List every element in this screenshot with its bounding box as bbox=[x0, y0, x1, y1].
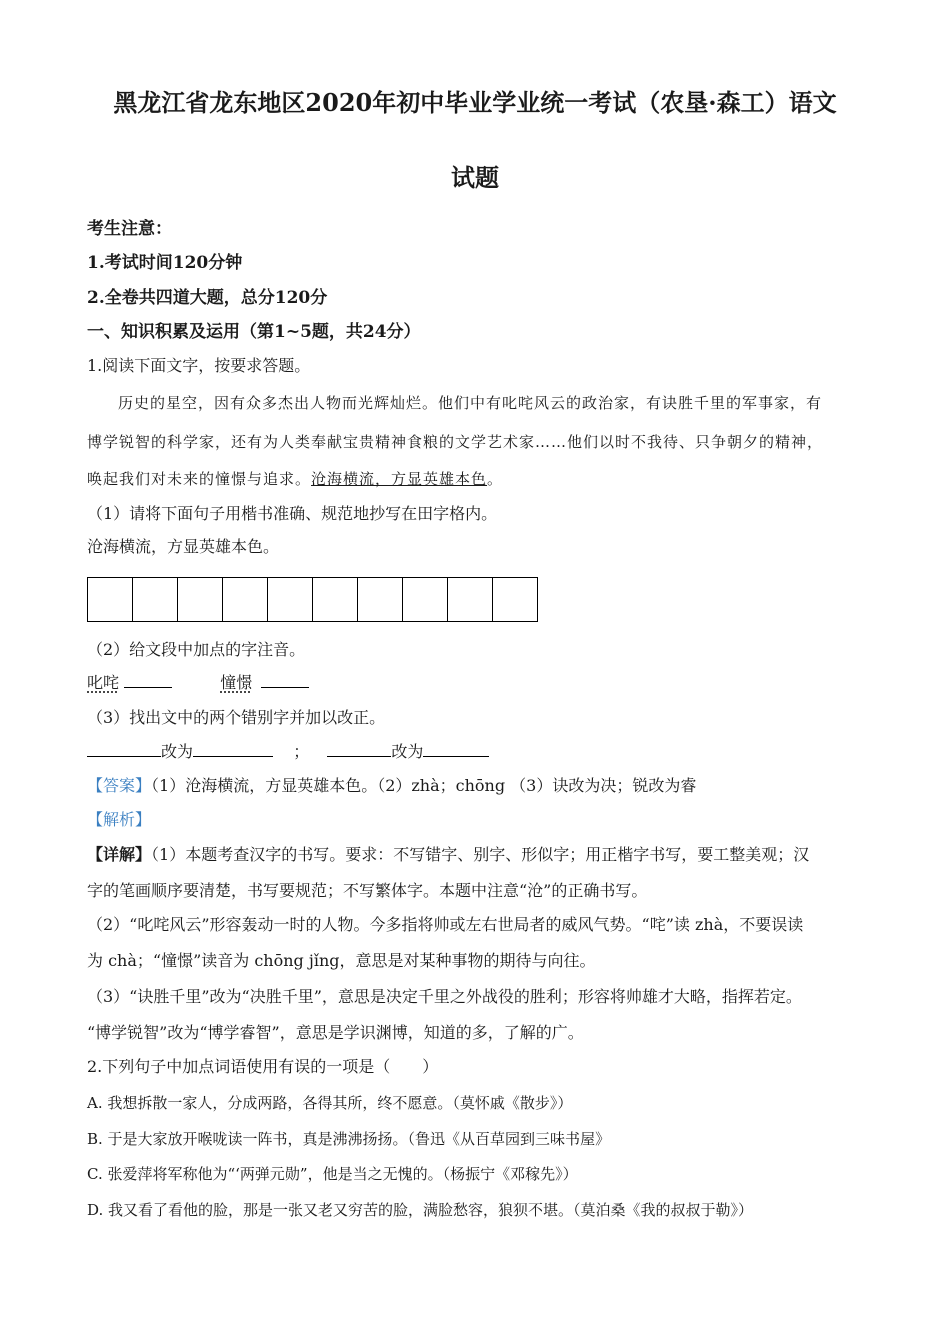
detail-text: （1）本题考查汉字的书写。要求：不写错字、别字、形似字；用正楷字书写，要工整美观；汉 bbox=[151, 845, 810, 864]
sub-question-1-sentence: 沧海横流，方显英雄本色。 bbox=[87, 537, 280, 556]
question-1-prompt: 1.阅读下面文字，按要求答题。 bbox=[87, 356, 311, 375]
dotted-word-1: 叱咤 bbox=[87, 673, 120, 692]
passage-text: 唤起我们对未来的憧憬与追求。 bbox=[87, 470, 312, 488]
notice-item-1: 1.考试时间120分钟 bbox=[87, 253, 243, 273]
document-title-line1: 黑龙江省龙东地区2020年初中毕业学业统一考试（农垦·森工）语文 bbox=[113, 88, 837, 117]
grid-cell[interactable] bbox=[313, 578, 358, 621]
detail-line-3a: （3）“诀胜千里”改为“决胜千里”，意思是决定千里之外战役的胜利；形容将帅雄才大略，指挥若定。 bbox=[87, 987, 802, 1006]
question-2-prompt: 2.下列句子中加点词语使用有误的一项是（ ） bbox=[87, 1057, 439, 1076]
detail-tag: 【详解】 bbox=[87, 845, 152, 864]
grid-cell[interactable] bbox=[268, 578, 313, 621]
correction-blank-1[interactable] bbox=[87, 742, 161, 757]
grid-cell[interactable] bbox=[493, 578, 537, 621]
notice-heading: 考生注意： bbox=[87, 219, 172, 239]
detail-line-2a: （2）“叱咤风云”形容轰动一时的人物。今多指将帅或左右世局者的威风气势。“咤”读 zhà，不要误读 bbox=[87, 915, 804, 934]
section-heading-1: 一、知识积累及运用（第1~5题，共24分） bbox=[87, 322, 421, 342]
detail-line-3b: “博学锐智”改为“博学睿智”，意思是学识渊博，知道的多，了解的广。 bbox=[87, 1023, 584, 1042]
option-b[interactable]: B. 于是大家放开喉咙读一阵书，真是沸沸扬扬。（鲁迅《从百草园到三味书屋》 bbox=[87, 1130, 611, 1148]
correction-separator: ； bbox=[293, 742, 310, 761]
correction-blank-2[interactable] bbox=[193, 742, 273, 757]
grid-cell[interactable] bbox=[448, 578, 493, 621]
grid-cell[interactable] bbox=[403, 578, 448, 621]
grid-cell[interactable] bbox=[223, 578, 268, 621]
passage-underlined-sentence: 沧海横流，方显英雄本色 bbox=[311, 470, 488, 488]
analysis-tag: 【解析】 bbox=[87, 810, 152, 829]
correction-blank-3[interactable] bbox=[327, 742, 391, 757]
passage-line-2: 博学锐智的科学家，还有为人类奉献宝贵精神食粮的文学艺术家……他们以时不我待、只争朝夕的精神， bbox=[87, 433, 824, 451]
pinyin-blank-1[interactable] bbox=[124, 673, 172, 688]
detail-line-1a bbox=[87, 845, 809, 865]
correction-answer-line bbox=[87, 742, 489, 762]
notice-item-2: 2.全卷共四道大题，总分120分 bbox=[87, 288, 328, 308]
answer-text: （1）沧海横流，方显英雄本色。（2）zhà；chōng （3）诀改为决；锐改为睿 bbox=[151, 776, 697, 795]
sub-question-1: （1）请将下面句子用楷书准确、规范地抄写在田字格内。 bbox=[87, 504, 498, 523]
sub-question-3: （3）找出文中的两个错别字并加以改正。 bbox=[87, 708, 386, 727]
grid-cell[interactable] bbox=[358, 578, 403, 621]
pinyin-blank-2[interactable] bbox=[261, 673, 309, 688]
change-to-label-2: 改为 bbox=[391, 742, 424, 761]
answer-tag: 【答案】 bbox=[87, 776, 152, 795]
grid-cell[interactable] bbox=[178, 578, 223, 621]
answer-line bbox=[87, 776, 696, 796]
sub-question-2: （2）给文段中加点的字注音。 bbox=[87, 640, 306, 659]
writing-grid[interactable] bbox=[87, 577, 538, 622]
pinyin-answer-line bbox=[87, 673, 309, 693]
passage-line-3 bbox=[87, 469, 503, 489]
correction-blank-4[interactable] bbox=[423, 742, 489, 757]
passage-period: 。 bbox=[487, 470, 504, 488]
grid-cell[interactable] bbox=[88, 578, 133, 621]
grid-cell[interactable] bbox=[133, 578, 178, 621]
change-to-label-1: 改为 bbox=[161, 742, 194, 761]
detail-line-2b: 为 chà；“憧憬”读音为 chōng jǐng，意思是对某种事物的期待与向往。 bbox=[87, 951, 596, 970]
document-title-line2: 试题 bbox=[451, 163, 499, 192]
passage-line-1: 历史的星空，因有众多杰出人物而光辉灿烂。他们中有叱咤风云的政治家，有诀胜千里的军事家，有 bbox=[118, 394, 823, 412]
dotted-word-2: 憧憬 bbox=[220, 673, 253, 692]
option-d[interactable]: D. 我又看了看他的脸，那是一张又老又穷苦的脸，满脸愁容，狼狈不堪。（莫泊桑《我的叔叔于勒》） bbox=[87, 1201, 754, 1219]
detail-line-1b: 字的笔画顺序要清楚，书写要规范；不写繁体字。本题中注意“沧”的正确书写。 bbox=[87, 881, 648, 900]
option-a[interactable]: A. 我想拆散一家人，分成两路，各得其所，终不愿意。（莫怀戚《散步》） bbox=[87, 1094, 573, 1112]
option-c[interactable]: C. 张爱萍将军称他为“‘两弹元勋”，他是当之无愧的。（杨振宁《邓稼先》） bbox=[87, 1165, 578, 1183]
